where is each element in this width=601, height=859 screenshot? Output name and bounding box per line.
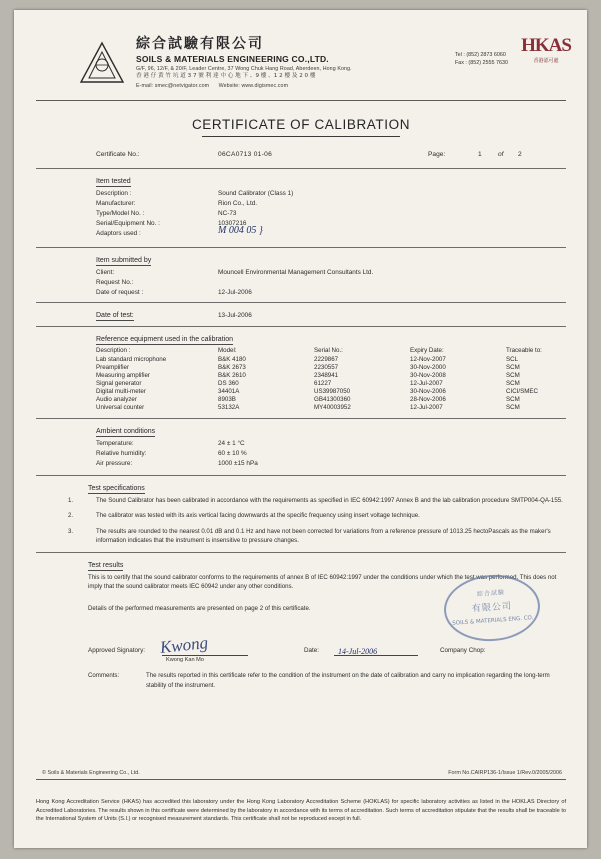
row-label: Serial/Equipment No. :: [96, 220, 160, 227]
footer-form-no: Form No.CAIRP136-1/Issue 1/Rev.0/2005/2006: [448, 770, 562, 776]
section-reference-equipment-heading: [36, 336, 566, 343]
divider-7: [36, 552, 566, 553]
table-row: [36, 459, 566, 469]
signature-date-value: 14-Jul-2006: [338, 647, 378, 657]
table-row: [96, 380, 566, 388]
spec-text: The calibrator was tested with its axis vertical facing downwards at the specific frequency using insert voltage technique.: [96, 512, 420, 520]
cell-serial: 61227: [314, 380, 332, 387]
divider-3: [36, 302, 566, 303]
cell-serial: 2230557: [314, 364, 339, 371]
row-label: Temperature:: [96, 440, 134, 447]
cell-traceable: CICI/SMEC: [506, 388, 538, 395]
divider-2: [36, 247, 566, 248]
row-label: Adaptors used :: [96, 230, 141, 237]
footer-divider: [36, 779, 566, 780]
cell-expiry: 30-Nov-2008: [410, 372, 446, 379]
row-label: Type/Model No. :: [96, 210, 145, 217]
row-label: Request No.:: [96, 279, 134, 286]
spec-item: [68, 527, 564, 546]
cell-expiry: 12-Nov-2007: [410, 356, 446, 363]
cell-description: Digital multi-meter: [96, 388, 146, 395]
date-of-test-value: 13-Jul-2006: [218, 312, 252, 319]
cell-description: Audio analyzer: [96, 396, 137, 403]
divider-5: [36, 418, 566, 419]
table-row: [96, 396, 566, 404]
cell-description: Universal counter: [96, 404, 145, 411]
item-tested-rows: [36, 189, 566, 243]
cell-expiry: 30-Nov-2000: [410, 364, 446, 371]
spec-number: 3.: [68, 527, 74, 535]
cell-traceable: SCM: [506, 396, 520, 403]
reference-equipment-table: [96, 347, 566, 412]
stamp-line-3: SOILS & MATERIALS ENG. CO.: [452, 614, 534, 627]
hkas-logo-chinese: 香港認可處: [533, 58, 559, 64]
company-tel: Tel : (852) 2873 6060: [454, 52, 506, 58]
page-title: CERTIFICATE OF CALIBRATION: [191, 117, 411, 132]
table-row: [36, 449, 566, 459]
signature-date-label: Date:: [304, 647, 320, 655]
cell-traceable: SCM: [506, 364, 520, 371]
comments-text: The results reported in this certificate refer to the condition of the instrument on the date of calibration and carry no implication regarding the long-term stability of the instrument.: [146, 672, 550, 689]
item-submitted-heading-text: Item submitted by: [96, 257, 152, 264]
row-label: Description :: [96, 190, 132, 197]
page-of: of: [498, 151, 504, 158]
signer-name: Kwong Kan Mo: [166, 657, 204, 664]
company-fax: Fax : (852) 2555 7630: [454, 59, 508, 66]
company-identity: [136, 36, 476, 90]
row-value: 1000 ±15 hPa: [218, 460, 258, 467]
ambient-heading-text: Ambient conditions: [96, 428, 156, 435]
page-total: 2: [518, 151, 522, 158]
section-test-results-heading: [36, 562, 566, 569]
footer-copyright: © Soils & Materials Engineering Co., Ltd.: [42, 770, 140, 776]
cell-model: B&K 2673: [218, 364, 246, 371]
date-of-test-label: Date of test:: [96, 312, 134, 319]
column-header-model: Model:: [218, 347, 237, 354]
cell-serial: MY40003952: [314, 404, 351, 411]
cell-model: 34401A: [218, 388, 240, 395]
company-name-english: SOILS & MATERIALS ENGINEERING CO.,LTD.: [136, 54, 329, 64]
cell-serial: US39987050: [314, 388, 351, 395]
column-header-expiry: Expiry Date:: [410, 347, 444, 354]
cell-model: 8903B: [218, 396, 236, 403]
test-results-heading-text: Test results: [88, 561, 124, 569]
cell-serial: 2348941: [314, 372, 339, 379]
page-content: [36, 35, 571, 826]
cell-traceable: SCM: [506, 372, 520, 379]
signature-block: [88, 635, 566, 665]
paper-sheet: [14, 10, 587, 848]
row-label: Date of request :: [96, 289, 144, 296]
cell-description: Lab standard microphone: [96, 356, 167, 363]
table-row: [36, 268, 566, 278]
accreditation-statement: Hong Kong Accreditation Service (HKAS) has accredited this laboratory under the Hong Kong Laboratory Accreditation Scheme (HOKLAS) for specific laboratory activities as listed in the HOKLAS Directory of Accredited Laboratories. The results shown in this certificate were determined by the laboratory in accordance with its terms of accreditation. Such terms of accreditation stipulate that the results shall be traceable to the International System of Units (S.I.) or recognised measurement standards. This certificate shall not be reproduced except in full.: [36, 799, 566, 823]
table-row: [36, 225, 566, 243]
company-chop-label: Company Chop:: [440, 647, 486, 655]
table-row: [36, 199, 566, 209]
row-value: 60 ± 10 %: [218, 450, 247, 457]
row-value: NC-73: [218, 210, 237, 217]
cell-description: Preamplifier: [96, 364, 130, 371]
row-value: Mouncell Environmental Management Consultants Ltd.: [218, 269, 374, 276]
cell-serial: GB41300360: [314, 396, 351, 403]
table-row: [96, 404, 566, 412]
cell-traceable: SCL: [506, 356, 519, 363]
certificate-no-value: 06CA0713 01-06: [218, 151, 273, 158]
company-name-chinese: 綜合試驗有限公司: [136, 36, 264, 52]
cell-model: DS 360: [218, 380, 239, 387]
approved-signatory-label: Approved Signatory:: [88, 647, 146, 655]
row-label: Air pressure:: [96, 460, 133, 467]
stamp-line-1: 綜合試驗: [476, 588, 506, 598]
cell-expiry: 12-Jul-2007: [410, 404, 443, 411]
cell-traceable: SCM: [506, 380, 520, 387]
section-item-submitted-heading: [36, 257, 566, 264]
company-contact: [455, 52, 508, 67]
cell-expiry: 30-Nov-2006: [410, 388, 446, 395]
section-test-specifications-heading: [36, 485, 566, 492]
cell-traceable: SCM: [506, 404, 520, 411]
cell-model: B&K 2610: [218, 372, 246, 379]
letterhead: [36, 35, 571, 98]
table-row: [96, 388, 566, 396]
column-header-serial: Serial No.:: [314, 347, 343, 354]
page-label: Page:: [428, 151, 446, 158]
cell-model: 53132A: [218, 404, 240, 411]
table-header-row: [96, 347, 566, 356]
divider-6: [36, 475, 566, 476]
page-current: 1: [478, 151, 482, 158]
table-row: [36, 189, 566, 199]
test-specifications-heading-text: Test specifications: [88, 485, 145, 492]
table-row: [96, 364, 566, 372]
row-label: Manufacturer:: [96, 200, 136, 207]
company-address-english: G/F, 96, 12/F, & 20/F, Leader Centre, 37 Wong Chuk Hang Road, Aberdeen, Hong Kong.: [136, 66, 352, 72]
comments-block: [88, 671, 564, 690]
table-row: [36, 278, 566, 288]
cell-serial: 2229867: [314, 356, 339, 363]
cell-expiry: 12-Jul-2007: [410, 380, 443, 387]
table-row: [36, 209, 566, 219]
company-logo-icon: [78, 40, 126, 86]
cell-model: B&K 4180: [218, 356, 246, 363]
section-ambient-heading: [36, 428, 566, 435]
test-results-statement: This is to certify that the sound calibrator conforms to the requirements of annex B of IEC 60942:1997 under the conditions under which the test was performed. This does not imply that the sound calibrator meets IEC 60942 under any other conditions.: [88, 573, 557, 591]
divider-1: [36, 168, 566, 169]
section-date-of-test: [36, 312, 566, 319]
row-value: 24 ± 1 °C: [218, 440, 245, 447]
certificate-number-row: [36, 151, 566, 163]
table-row: [96, 372, 566, 380]
section-item-tested-heading: [36, 178, 566, 185]
signature-mark: Kwong: [159, 633, 209, 658]
company-address-chinese: 香 港 仔 黃 竹 坑 道 3 7 號 利 達 中 心 地 下 、9 樓 、1 2 樓 及 2 0 樓: [136, 73, 316, 80]
stamp-line-2: 有限公司: [471, 600, 513, 614]
test-results-details: Details of the performed measurements are presented on page 2 of this certificate.: [88, 604, 311, 612]
cell-expiry: 28-Nov-2006: [410, 396, 446, 403]
header-divider: [36, 100, 566, 101]
row-value: 12-Jul-2006: [218, 289, 252, 296]
cell-description: Measuring amplifier: [96, 372, 150, 379]
item-submitted-rows: [36, 268, 566, 298]
table-row: [36, 219, 566, 229]
row-value: Sound Calibrator (Class 1): [218, 190, 294, 197]
table-row: [36, 288, 566, 298]
cell-description: Signal generator: [96, 380, 142, 387]
handwritten-adaptor-note: M 004 05 }: [218, 225, 263, 236]
comments-label: Comments:: [88, 672, 120, 680]
table-row: [36, 439, 566, 449]
hkas-logo-text: HKAS: [521, 35, 571, 56]
signature-line: [162, 655, 248, 656]
company-email: E-mail: smec@netvigator.com: [136, 83, 210, 89]
date-line: [334, 655, 418, 656]
spec-number: 2.: [68, 512, 74, 520]
spec-number: 1.: [68, 497, 74, 504]
spec-text: The Sound Calibrator has been calibrated in accordance with the requirements as specified in IEC 60942:1997 Annex B and the lab calibration procedure SMTP004-QA-155.: [96, 497, 563, 504]
item-tested-heading-text: Item tested: [96, 178, 131, 185]
ambient-rows: [36, 439, 566, 469]
column-header-traceable: Traceable to:: [506, 347, 542, 354]
hkas-accreditation-mark: [518, 35, 574, 64]
spec-item: [68, 496, 564, 505]
certificate-no-label: Certificate No.:: [96, 151, 140, 158]
divider-4: [36, 326, 566, 327]
reference-equipment-heading-text: Reference equipment used in the calibration: [96, 336, 233, 343]
row-value: Rion Co., Ltd.: [218, 200, 258, 207]
test-results-body: [88, 573, 564, 627]
title-underline: [202, 136, 400, 137]
company-website: Website: www.digismec.com: [218, 83, 289, 89]
row-value: 10307216: [218, 220, 247, 227]
spec-item: [68, 511, 564, 520]
spec-text: The results are rounded to the nearest 0.01 dB and 0.1 Hz and have not been corrected for variations from a reference pressure of 1013.25 hectoPascals as the maker's information indicates that the instrument is insensitive to pressure changes.: [96, 527, 551, 545]
row-label: Relative humidity:: [96, 450, 147, 457]
row-label: Client:: [96, 269, 115, 276]
table-row: [96, 356, 566, 364]
column-header-description: Description :: [96, 347, 131, 354]
